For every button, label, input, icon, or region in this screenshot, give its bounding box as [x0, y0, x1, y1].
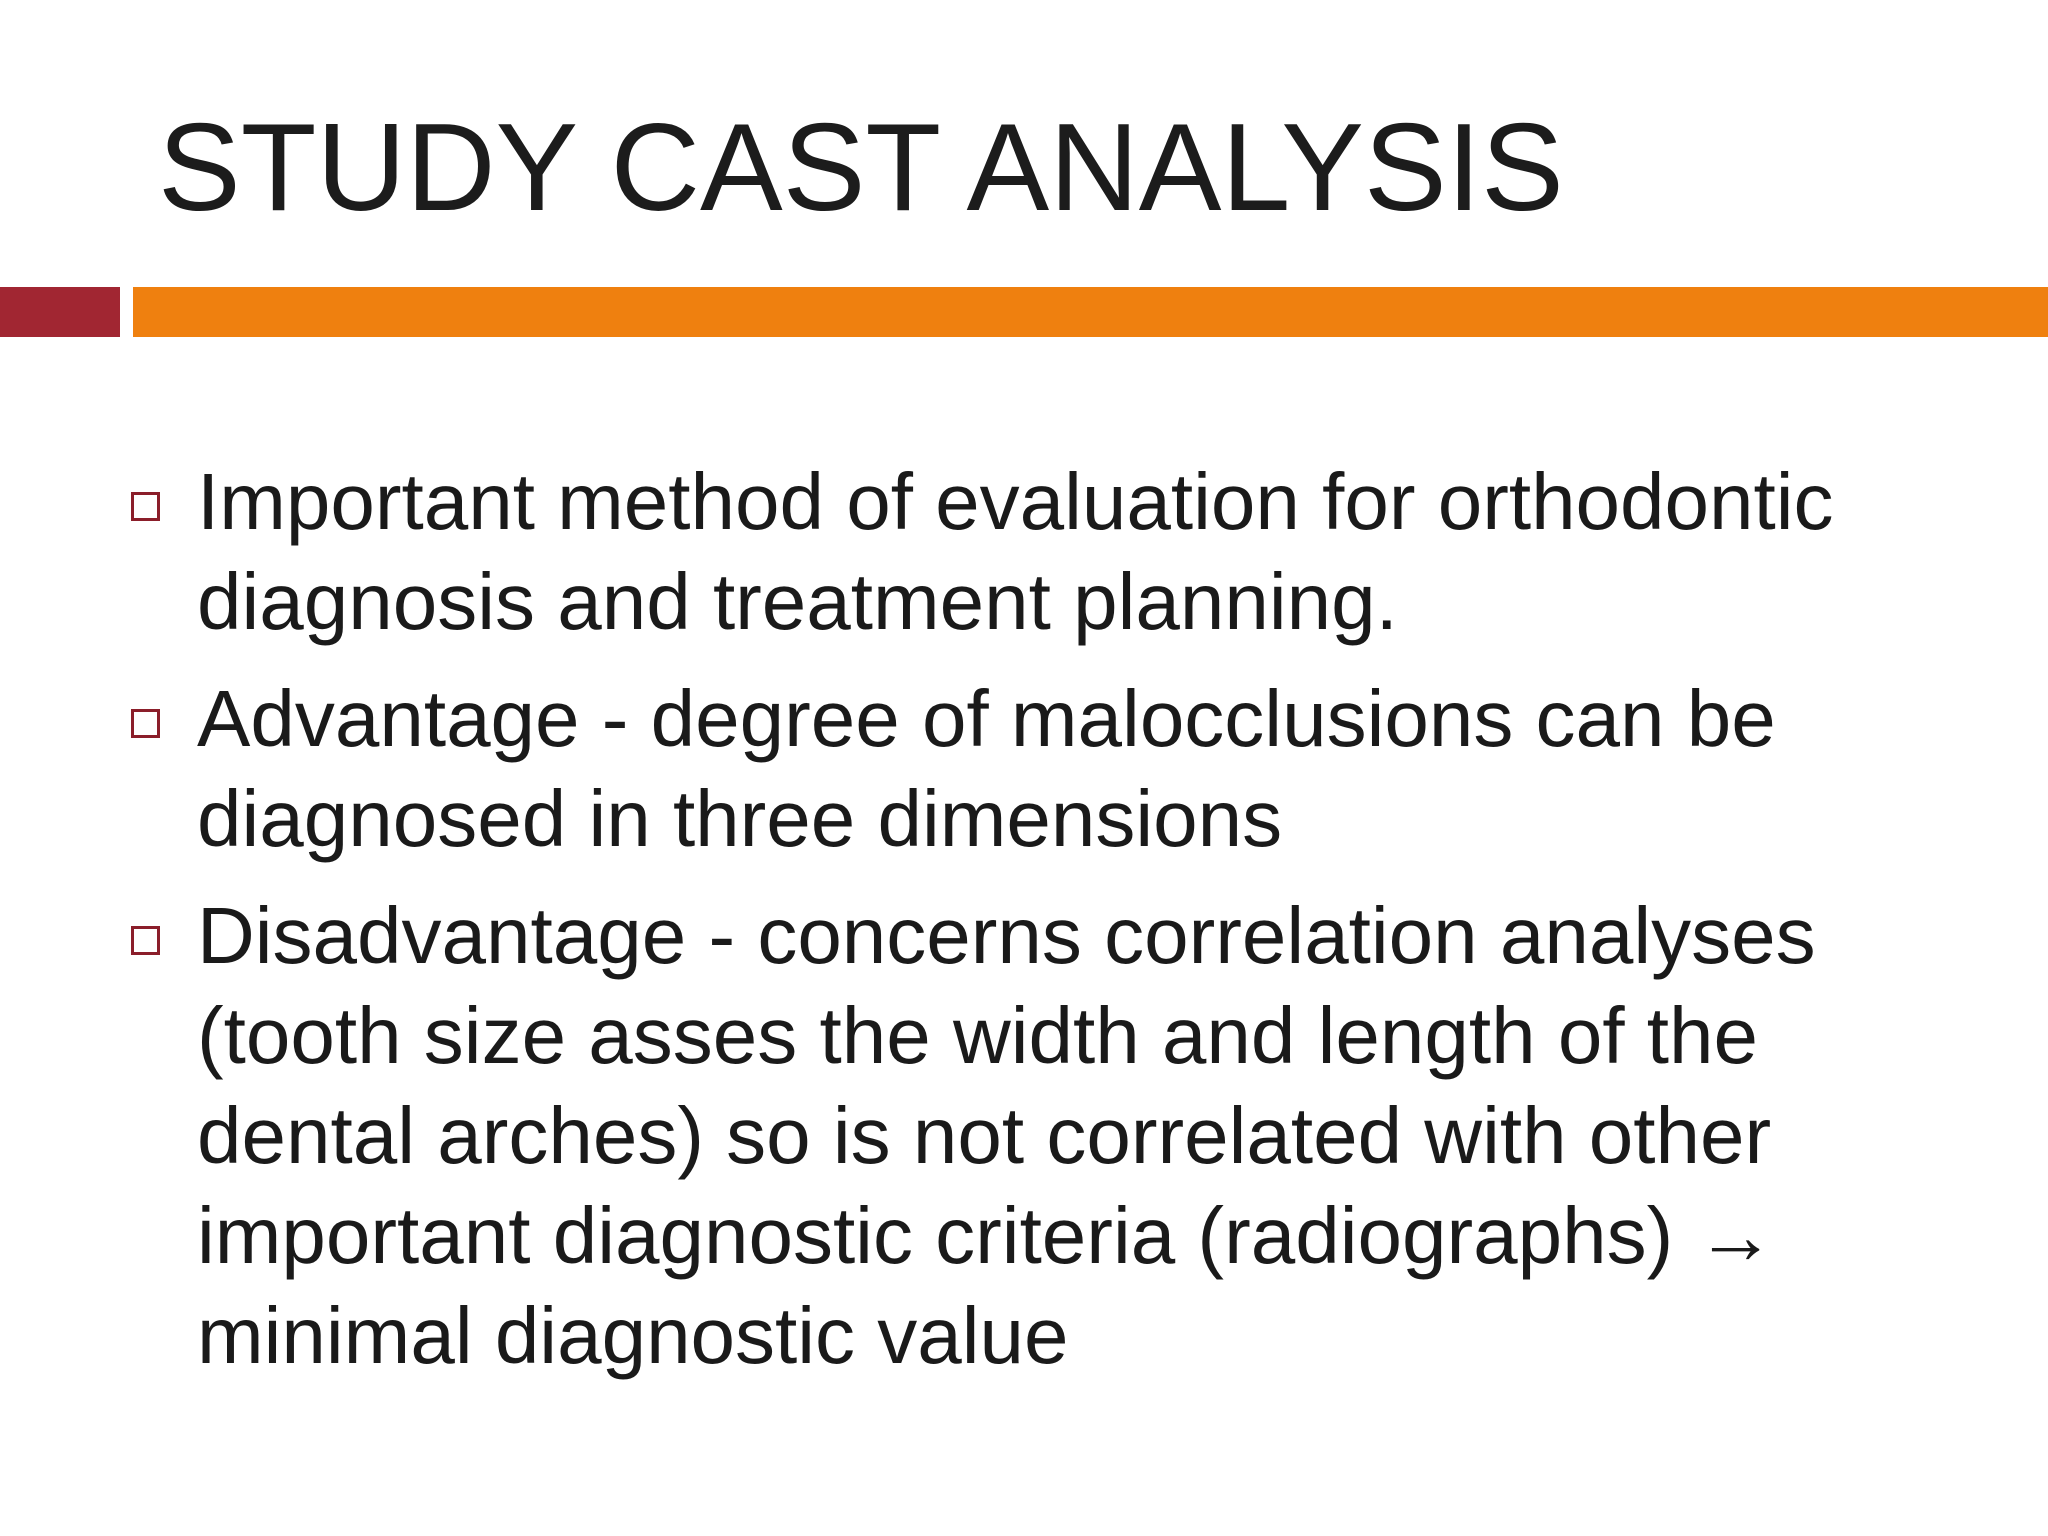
- bullet-text-line: Important method of evaluation for orthodontic: [197, 457, 1834, 546]
- title-divider-red-block: [0, 287, 120, 337]
- hollow-square-icon: [131, 492, 160, 521]
- bullet-text-line: important diagnostic criteria (radiographs) →: [197, 1191, 1776, 1280]
- slide-title: STUDY CAST ANALYSIS: [158, 99, 1564, 237]
- bullet-text-line: minimal diagnostic value: [197, 1291, 1069, 1380]
- bullet-text-line: Advantage - degree of malocclusions can be: [197, 674, 1776, 763]
- bullet-item: [0, 886, 2048, 1386]
- bullet-text-line: Disadvantage - concerns correlation analyses: [197, 891, 1816, 980]
- title-divider-orange-bar: [133, 287, 2048, 337]
- bullet-text-line: (tooth size asses the width and length of the: [197, 991, 1758, 1080]
- bullet-list: [0, 452, 2048, 1403]
- bullet-text-line: diagnosed in three dimensions: [197, 774, 1283, 863]
- hollow-square-icon: [131, 709, 160, 738]
- bullet-item: [0, 669, 2048, 869]
- hollow-square-icon: [131, 926, 160, 955]
- bullet-text-line: diagnosis and treatment planning.: [197, 557, 1398, 646]
- bullet-item: [0, 452, 2048, 652]
- bullet-text-line: dental arches) so is not correlated with other: [197, 1091, 1772, 1180]
